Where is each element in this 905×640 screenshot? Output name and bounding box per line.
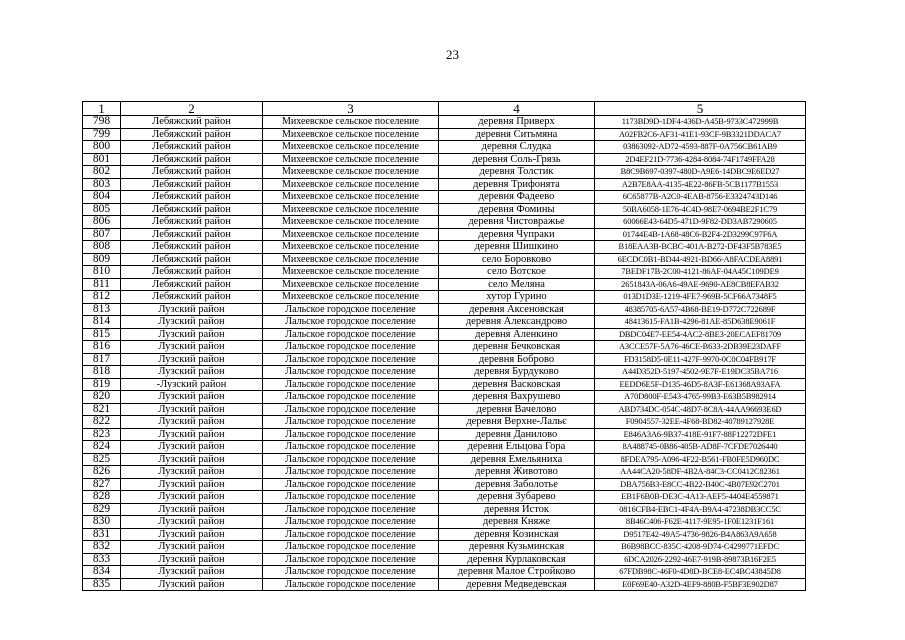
- row-number: 806: [83, 216, 121, 229]
- district-name: Лузский район: [121, 478, 263, 491]
- settlement-name: Михеевское сельское поселение: [263, 278, 439, 291]
- table-row: [83, 366, 806, 379]
- column-header: 1: [83, 102, 121, 116]
- row-number: 834: [83, 566, 121, 579]
- table-row: [83, 166, 806, 179]
- settlement-name: Лальское городское поселение: [263, 378, 439, 391]
- row-number: 828: [83, 491, 121, 504]
- row-number: 808: [83, 241, 121, 254]
- settlement-name: Лальское городское поселение: [263, 491, 439, 504]
- settlement-name: Лальское городское поселение: [263, 528, 439, 541]
- settlement-name: Лальское городское поселение: [263, 453, 439, 466]
- row-number: 815: [83, 328, 121, 341]
- row-number: 818: [83, 366, 121, 379]
- table-row: [83, 578, 806, 591]
- fias-code: DBDC04E7-EE54-4AC2-8BE3-20ECAEF81709: [595, 328, 806, 341]
- table-row: [83, 378, 806, 391]
- district-name: Лузский район: [121, 553, 263, 566]
- fias-code: 2651843A-06A6-49AE-9690-AE8CB8EFAB32: [595, 278, 806, 291]
- column-header: 5: [595, 102, 806, 116]
- district-name: Лебяжский район: [121, 216, 263, 229]
- row-number: 822: [83, 416, 121, 429]
- row-number: 803: [83, 178, 121, 191]
- settlement-name: Михеевское сельское поселение: [263, 166, 439, 179]
- fias-code: 1173BD9D-1DF4-436D-A45B-9733C472999B: [595, 116, 806, 129]
- locality-name: деревня Александрово: [439, 316, 595, 329]
- settlement-name: Лальское городское поселение: [263, 541, 439, 554]
- locality-name: деревня Аленкино: [439, 328, 595, 341]
- row-number: 835: [83, 578, 121, 591]
- fias-code: 01744E4B-1A68-48C6-B2F4-2D3299C97F6A: [595, 228, 806, 241]
- fias-code: A2B7E8AA-4135-4E22-86FB-5CB1177B1553: [595, 178, 806, 191]
- locality-name: село Вотское: [439, 266, 595, 279]
- district-name: Лебяжский район: [121, 116, 263, 129]
- district-name: Лебяжский район: [121, 241, 263, 254]
- fias-code: 50BA6058-1E76-4C4D-98E7-0694BE2F1C79: [595, 203, 806, 216]
- row-number: 825: [83, 453, 121, 466]
- settlement-name: Лальское городское поселение: [263, 353, 439, 366]
- fias-code: A02FB2C6-AF31-41E1-93CF-9B3321DDACA7: [595, 128, 806, 141]
- table-row: [83, 241, 806, 254]
- table-row: [83, 278, 806, 291]
- settlement-name: Лальское городское поселение: [263, 316, 439, 329]
- table-row: [83, 291, 806, 304]
- district-name: Лузский район: [121, 353, 263, 366]
- district-name: Лузский район: [121, 528, 263, 541]
- fias-code: 03863092-AD72-4593-887F-0A756CB61AB9: [595, 141, 806, 154]
- fias-code: A70D800F-E543-4765-99B3-E63B5B982914: [595, 391, 806, 404]
- district-name: Лебяжский район: [121, 228, 263, 241]
- row-number: 833: [83, 553, 121, 566]
- district-name: Лузский район: [121, 316, 263, 329]
- district-name: Лебяжский район: [121, 191, 263, 204]
- locality-name: деревня Фомины: [439, 203, 595, 216]
- district-name: Лузский район: [121, 428, 263, 441]
- table-row: [83, 203, 806, 216]
- district-name: Лузский район: [121, 341, 263, 354]
- fias-code: B8C9B697-0397-480D-A9E6-14DBC9E6ED27: [595, 166, 806, 179]
- district-name: Лузский район: [121, 466, 263, 479]
- settlement-name: Михеевское сельское поселение: [263, 191, 439, 204]
- table-row: [83, 428, 806, 441]
- row-number: 829: [83, 503, 121, 516]
- row-number: 802: [83, 166, 121, 179]
- locality-name: деревня Исток: [439, 503, 595, 516]
- fias-code: 48413615-FA1B-4296-81AE-85D638E9061F: [595, 316, 806, 329]
- settlement-name: Лальское городское поселение: [263, 403, 439, 416]
- page-number: 23: [446, 47, 459, 62]
- row-number: 805: [83, 203, 121, 216]
- fias-code: DBA756B3-E8CC-4B22-B40C-4B07E92C2701: [595, 478, 806, 491]
- locality-name: деревня Бечковская: [439, 341, 595, 354]
- settlement-name: Лальское городское поселение: [263, 503, 439, 516]
- fias-code: AA44CA20-58DF-4B2A-84C3-CC0412C82361: [595, 466, 806, 479]
- table-row: [83, 116, 806, 129]
- table-row: [83, 516, 806, 529]
- row-number: 813: [83, 303, 121, 316]
- settlement-name: Лальское городское поселение: [263, 478, 439, 491]
- fias-code: 7BEDF17B-2C00-4121-86AF-04A45C109DE9: [595, 266, 806, 279]
- locality-name: деревня Ситьмяна: [439, 128, 595, 141]
- row-number: 811: [83, 278, 121, 291]
- row-number: 830: [83, 516, 121, 529]
- fias-code: A44D352D-5197-4502-9E7F-E19DC35BA716: [595, 366, 806, 379]
- row-number: 827: [83, 478, 121, 491]
- table-row: [83, 253, 806, 266]
- column-header: 2: [121, 102, 263, 116]
- table-row: [83, 478, 806, 491]
- row-number: 816: [83, 341, 121, 354]
- settlement-name: Михеевское сельское поселение: [263, 228, 439, 241]
- district-name: Лузский район: [121, 403, 263, 416]
- locality-name: деревня Чистовражье: [439, 216, 595, 229]
- table-row: [83, 191, 806, 204]
- district-name: Лебяжский район: [121, 266, 263, 279]
- settlement-name: Михеевское сельское поселение: [263, 216, 439, 229]
- row-number: 798: [83, 116, 121, 129]
- settlement-name: Лальское городское поселение: [263, 416, 439, 429]
- district-name: Лебяжский район: [121, 253, 263, 266]
- table-row: [83, 141, 806, 154]
- row-number: 831: [83, 528, 121, 541]
- locality-name: деревня Вачелово: [439, 403, 595, 416]
- row-number: 809: [83, 253, 121, 266]
- settlement-name: Лальское городское поселение: [263, 303, 439, 316]
- locality-name: деревня Курлаковская: [439, 553, 595, 566]
- settlements-table: [82, 101, 806, 591]
- district-name: Лузский район: [121, 453, 263, 466]
- district-name: Лузский район: [121, 328, 263, 341]
- district-name: Лузский район: [121, 491, 263, 504]
- fias-code: 8FDEA795-A096-4F22-B561-FB0FE5D960DC: [595, 453, 806, 466]
- column-header: 4: [439, 102, 595, 116]
- fias-code: E0F69E40-A32D-4EF9-880B-F5BF3E902D87: [595, 578, 806, 591]
- district-name: Лузский район: [121, 416, 263, 429]
- table-row: [83, 316, 806, 329]
- locality-name: деревня Вахрушево: [439, 391, 595, 404]
- settlement-name: Михеевское сельское поселение: [263, 178, 439, 191]
- table-row: [83, 153, 806, 166]
- locality-name: деревня Шишкино: [439, 241, 595, 254]
- table-header-row: [83, 102, 806, 116]
- locality-name: деревня Фадеево: [439, 191, 595, 204]
- fias-code: 60066E43-64D5-471D-9F82-DD3AB7290605: [595, 216, 806, 229]
- district-name: Лебяжский район: [121, 278, 263, 291]
- row-number: 800: [83, 141, 121, 154]
- table-row: [83, 303, 806, 316]
- fias-code: ABD734DC-054C-48D7-8C8A-44AA96693E6D: [595, 403, 806, 416]
- settlement-name: Михеевское сельское поселение: [263, 241, 439, 254]
- table-row: [83, 266, 806, 279]
- locality-name: деревня Толстик: [439, 166, 595, 179]
- locality-name: деревня Соль-Грязь: [439, 153, 595, 166]
- row-number: 801: [83, 153, 121, 166]
- row-number: 799: [83, 128, 121, 141]
- table-row: [83, 341, 806, 354]
- locality-name: деревня Бурдуково: [439, 366, 595, 379]
- settlement-name: Лальское городское поселение: [263, 366, 439, 379]
- row-number: 812: [83, 291, 121, 304]
- district-name: Лузский район: [121, 366, 263, 379]
- fias-code: FD3158D5-0E11-427F-9970-0C0C04FB917F: [595, 353, 806, 366]
- locality-name: деревня Зубарево: [439, 491, 595, 504]
- locality-name: село Меляна: [439, 278, 595, 291]
- district-name: Лузский район: [121, 503, 263, 516]
- locality-name: хутор Гурино: [439, 291, 595, 304]
- row-number: 823: [83, 428, 121, 441]
- district-name: Лузский район: [121, 441, 263, 454]
- fias-code: D9517E42-49A5-4736-9826-B4A863A9A658: [595, 528, 806, 541]
- locality-name: село Боровково: [439, 253, 595, 266]
- district-name: -Лузский район: [121, 378, 263, 391]
- settlement-name: Лальское городское поселение: [263, 578, 439, 591]
- fias-code: 6DCA2026-2292-46E7-919B-89873B16F2E5: [595, 553, 806, 566]
- fias-code: 8A488745-0B86-405B-AD8F-7CFDE7026440: [595, 441, 806, 454]
- locality-name: деревня Княже: [439, 516, 595, 529]
- fias-code: E846A3A6-9B37-418E-91F7-88F12272DFE1: [595, 428, 806, 441]
- fias-code: 6ECDC0B1-BD44-4921-BD66-A8FACDEA8891: [595, 253, 806, 266]
- district-name: Лебяжский район: [121, 128, 263, 141]
- table-row: [83, 128, 806, 141]
- settlement-name: Лальское городское поселение: [263, 566, 439, 579]
- fias-code: F0904557-32EE-4F68-BD82-40789127928E: [595, 416, 806, 429]
- locality-name: деревня Боброво: [439, 353, 595, 366]
- table-row: [83, 391, 806, 404]
- locality-name: деревня Малое Стройково: [439, 566, 595, 579]
- district-name: Лебяжский район: [121, 166, 263, 179]
- district-name: Лебяжский район: [121, 291, 263, 304]
- settlement-name: Михеевское сельское поселение: [263, 116, 439, 129]
- locality-name: деревня Аксеновская: [439, 303, 595, 316]
- district-name: Лебяжский район: [121, 153, 263, 166]
- column-header: 3: [263, 102, 439, 116]
- locality-name: деревня Козинская: [439, 528, 595, 541]
- locality-name: деревня Приверх: [439, 116, 595, 129]
- locality-name: деревня Слудка: [439, 141, 595, 154]
- district-name: Лузский район: [121, 303, 263, 316]
- table-row: [83, 491, 806, 504]
- settlement-name: Михеевское сельское поселение: [263, 291, 439, 304]
- locality-name: деревня Чупраки: [439, 228, 595, 241]
- settlement-name: Михеевское сельское поселение: [263, 266, 439, 279]
- district-name: Лузский район: [121, 516, 263, 529]
- fias-code: 48385705-6A57-4B68-BE19-D772C722689F: [595, 303, 806, 316]
- table-row: [83, 466, 806, 479]
- table-row: [83, 416, 806, 429]
- fias-code: 6C65877B-A2C0-4EAB-8756-E3324743D146: [595, 191, 806, 204]
- settlement-name: Михеевское сельское поселение: [263, 128, 439, 141]
- row-number: 824: [83, 441, 121, 454]
- settlement-name: Лальское городское поселение: [263, 391, 439, 404]
- locality-name: деревня Заболотье: [439, 478, 595, 491]
- settlement-name: Михеевское сельское поселение: [263, 141, 439, 154]
- fias-code: 0816CFB4-EBC1-4F4A-B9A4-47238DB3CC5C: [595, 503, 806, 516]
- fias-code: 013D1D3E-1219-4FE7-969B-5CF66A7348F5: [595, 291, 806, 304]
- table-row: [83, 553, 806, 566]
- settlement-name: Михеевское сельское поселение: [263, 203, 439, 216]
- table-row: [83, 566, 806, 579]
- row-number: 810: [83, 266, 121, 279]
- locality-name: деревня Кузьминская: [439, 541, 595, 554]
- row-number: 826: [83, 466, 121, 479]
- fias-code: EEDD6E5F-D135-46D5-8A3F-E61368A93AFA: [595, 378, 806, 391]
- row-number: 832: [83, 541, 121, 554]
- settlement-name: Лальское городское поселение: [263, 328, 439, 341]
- settlement-name: Лальское городское поселение: [263, 441, 439, 454]
- fias-code: B18EAA3B-BCBC-401A-B272-DF43F5B783E5: [595, 241, 806, 254]
- district-name: Лузский район: [121, 566, 263, 579]
- settlement-name: Лальское городское поселение: [263, 341, 439, 354]
- table-row: [83, 541, 806, 554]
- district-name: Лузский район: [121, 578, 263, 591]
- locality-name: деревня Васковская: [439, 378, 595, 391]
- fias-code: EB1F6B0B-DE3C-4A13-AEF5-4404E4559871: [595, 491, 806, 504]
- fias-code: 2D4EF21D-7736-4284-8084-74F1749FFA28: [595, 153, 806, 166]
- district-name: Лебяжский район: [121, 203, 263, 216]
- locality-name: деревня Ельцова Гора: [439, 441, 595, 454]
- locality-name: деревня Животово: [439, 466, 595, 479]
- settlement-name: Михеевское сельское поселение: [263, 253, 439, 266]
- settlement-name: Лальское городское поселение: [263, 553, 439, 566]
- locality-name: деревня Трифонята: [439, 178, 595, 191]
- fias-code: A3CCE57F-5A76-46CE-B633-2DB39E23DAFF: [595, 341, 806, 354]
- fias-code: 67FDB98C-46F0-4D8D-BCE8-EC4BC43845D8: [595, 566, 806, 579]
- table-row: [83, 528, 806, 541]
- row-number: 807: [83, 228, 121, 241]
- district-name: Лузский район: [121, 541, 263, 554]
- locality-name: деревня Верхне-Лальє: [439, 416, 595, 429]
- table-row: [83, 178, 806, 191]
- table-row: [83, 228, 806, 241]
- settlement-name: Лальское городское поселение: [263, 428, 439, 441]
- fias-code: 8B46C406-F62E-4117-9E95-1F0E1231F161: [595, 516, 806, 529]
- district-name: Лебяжский район: [121, 141, 263, 154]
- locality-name: деревня Данилово: [439, 428, 595, 441]
- row-number: 804: [83, 191, 121, 204]
- locality-name: деревня Емельяниха: [439, 453, 595, 466]
- fias-code: B6B98BCC-835C-4208-9D74-C4299771EFDC: [595, 541, 806, 554]
- table-row: [83, 441, 806, 454]
- table-row: [83, 328, 806, 341]
- settlement-name: Лальское городское поселение: [263, 516, 439, 529]
- row-number: 817: [83, 353, 121, 366]
- row-number: 819: [83, 378, 121, 391]
- row-number: 820: [83, 391, 121, 404]
- table-row: [83, 453, 806, 466]
- district-name: Лебяжский район: [121, 178, 263, 191]
- table-body: [83, 116, 806, 591]
- row-number: 814: [83, 316, 121, 329]
- district-name: Лузский район: [121, 391, 263, 404]
- table-row: [83, 503, 806, 516]
- locality-name: деревня Медведевская: [439, 578, 595, 591]
- table-row: [83, 403, 806, 416]
- row-number: 821: [83, 403, 121, 416]
- settlement-name: Михеевское сельское поселение: [263, 153, 439, 166]
- settlement-name: Лальское городское поселение: [263, 466, 439, 479]
- table-row: [83, 353, 806, 366]
- table-row: [83, 216, 806, 229]
